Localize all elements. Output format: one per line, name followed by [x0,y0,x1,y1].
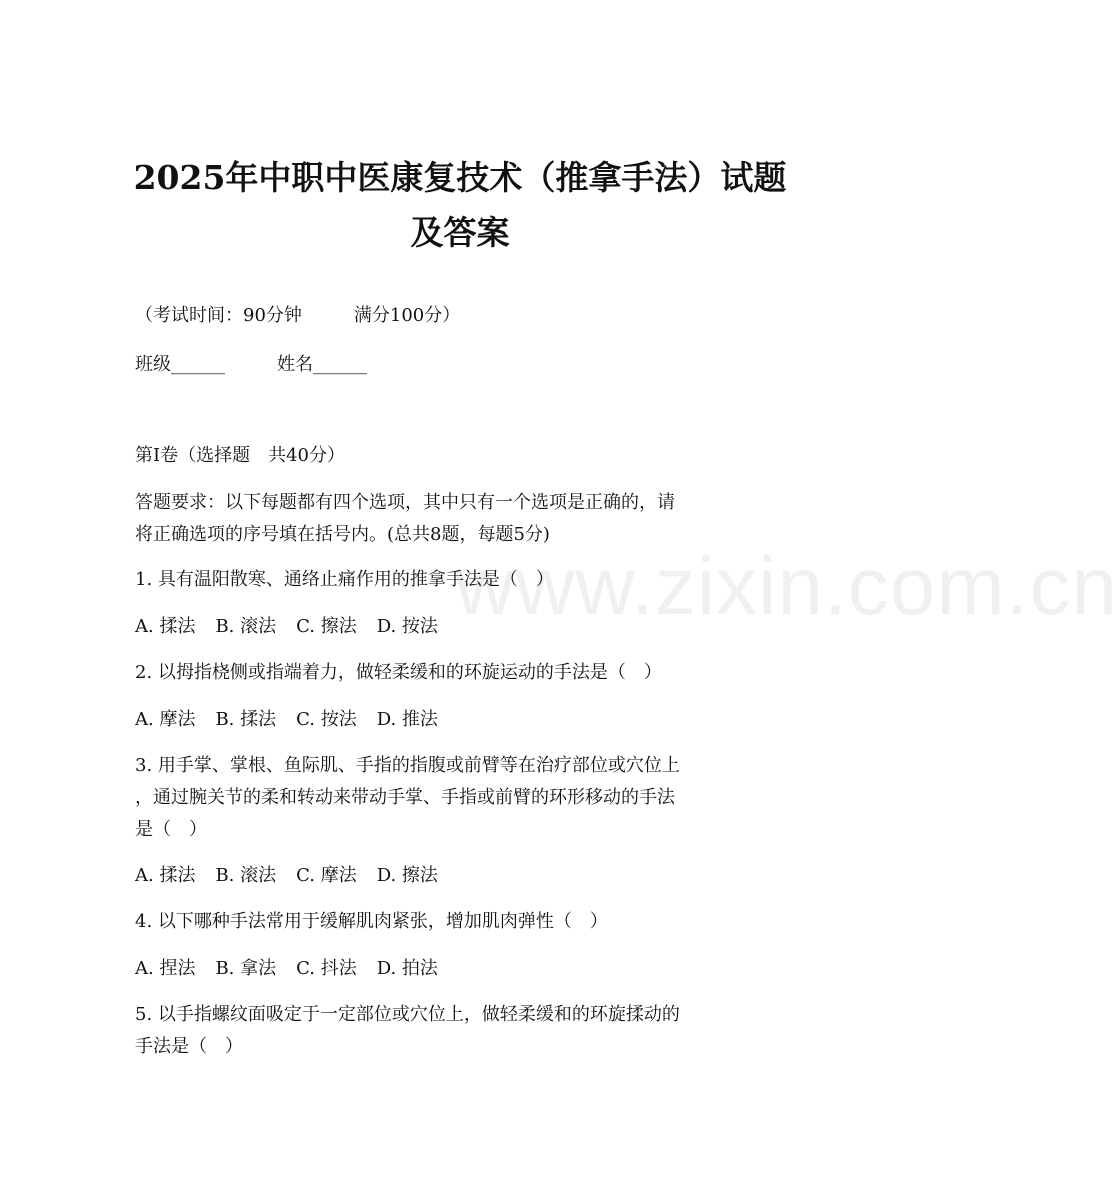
watermark: www.zixin.com.cn [455,541,1118,632]
option-c: C. 抖法 [296,958,357,979]
question-3-line-2: ，通过腕关节的柔和转动来带动手掌、手指或前臂的环形移动的手法 [135,787,675,808]
option-d: D. 按法 [376,616,438,637]
exam-info [135,301,460,327]
question-1: 1. 具有温阳散寒、通络止痛作用的推拿手法是（ ） [135,569,554,590]
question-1-options [135,612,458,638]
exam-score: 满分100分） [353,305,461,326]
page-title [80,150,840,260]
instructions-line-2: 将正确选项的序号填在括号内。(总共8题，每题5分) [135,524,550,545]
title-line-2: 及答案 [410,213,510,252]
question-3-line-1: 3. 用手掌、掌根、鱼际肌、手指的指腹或前臂等在治疗部位或穴位上 [135,755,680,776]
question-3-options [135,861,458,887]
option-a: A. 捏法 [135,958,196,979]
question-5-line-1: 5. 以手指螺纹面吸定于一定部位或穴位上，做轻柔缓和的环旋揉动的 [135,1004,680,1025]
option-a: A. 揉法 [135,865,196,886]
exam-time: （考试时间：90分钟 [135,305,302,326]
question-2: 2. 以拇指桡侧或指端着力，做轻柔缓和的环旋运动的手法是（ ） [135,662,662,683]
option-b: B. 滚法 [215,865,277,886]
class-field: 班级______ [135,354,225,375]
question-4: 4. 以下哪种手法常用于缓解肌肉紧张，增加肌肉弹性（ ） [135,911,608,932]
question-5-line-2: 手法是（ ） [135,1036,243,1057]
question-2-options [135,705,458,731]
title-line-1: 2025年中职中医康复技术（推拿手法）试题 [133,158,787,197]
student-info [135,350,367,376]
option-d: D. 拍法 [376,958,438,979]
option-d: D. 推法 [376,709,438,730]
section-heading: 第Ⅰ卷（选择题 共40分） [135,445,346,466]
option-c: C. 摩法 [296,865,357,886]
option-b: B. 拿法 [215,958,277,979]
option-a: A. 揉法 [135,616,196,637]
option-c: C. 擦法 [296,616,357,637]
option-d: D. 擦法 [376,865,438,886]
option-b: B. 滚法 [215,616,277,637]
instructions-line-1: 答题要求：以下每题都有四个选项，其中只有一个选项是正确的，请 [135,492,675,513]
question-3-line-3: 是（ ） [135,819,207,840]
option-c: C. 按法 [296,709,357,730]
question-4-options [135,954,458,980]
option-a: A. 摩法 [135,709,196,730]
option-b: B. 揉法 [215,709,277,730]
name-field: 姓名______ [277,354,367,375]
